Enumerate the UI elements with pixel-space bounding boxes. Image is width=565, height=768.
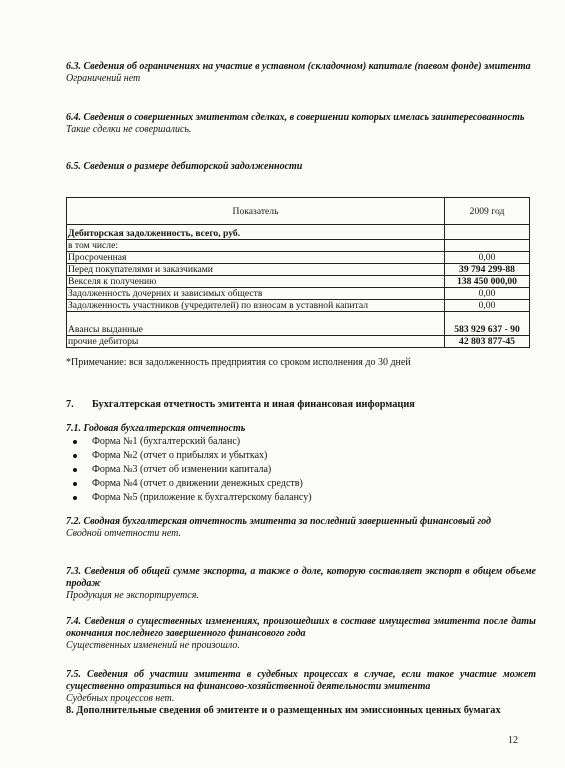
row-value: 583 929 637 - 90 — [445, 312, 530, 336]
list-item — [66, 449, 536, 463]
table-row — [67, 276, 530, 288]
section-7-3 — [66, 566, 536, 602]
table-row — [67, 288, 530, 300]
section-7-5 — [66, 669, 536, 705]
list-item — [66, 477, 536, 491]
section-7-3-heading: 7.3. Сведения об общей сумме экспорта, а также о доле, которую составляет экспорт в общем объеме продаж — [66, 566, 536, 589]
row-value: 42 803 877-45 — [445, 336, 530, 348]
section-7-1 — [66, 423, 536, 505]
forms-list — [66, 435, 536, 505]
list-item — [66, 463, 536, 477]
list-item — [66, 435, 536, 449]
section-8-heading: 8. Дополнительные сведения об эмитенте и о размещенных им эмиссионных ценных бумагах — [66, 705, 501, 716]
section-6-3 — [66, 61, 536, 85]
section-6-4-heading: 6.4. Сведения о совершенных эмитентом сделках, в совершении которых имелась заинтересованность — [66, 112, 525, 123]
bullet-icon — [73, 454, 77, 458]
section-7-2-heading: 7.2. Сводная бухгалтерская отчетность эмитента за последний завершенный финансовый год — [66, 516, 491, 527]
row-label: прочие дебиторы — [67, 336, 445, 348]
row-value — [445, 225, 530, 240]
table-header-row — [67, 198, 530, 225]
table-row — [67, 312, 530, 336]
section-6-4-text: Такие сделки не совершались. — [66, 124, 192, 135]
receivables-table — [66, 197, 530, 348]
row-label: Просроченная — [67, 252, 445, 264]
column-header-year: 2009 год — [445, 198, 530, 225]
section-7-5-heading: 7.5. Сведения об участии эмитента в судебных процессах в случае, если такое участие может существенно отразиться на финансово-хозяйственной деятельности эмитента — [66, 669, 536, 692]
section-7-2-text: Сводной отчетности нет. — [66, 528, 182, 539]
row-value — [445, 240, 530, 252]
section-6-4 — [66, 112, 536, 136]
table-note: *Примечание: вся задолженность предприятия со сроком исполнения до 30 дней — [66, 357, 411, 368]
section-7-4-text: Существенных изменений не произошло. — [66, 640, 240, 651]
row-label: Перед покупателями и заказчиками — [67, 264, 445, 276]
section-6-3-heading: 6.3. Сведения об ограничениях на участие в уставном (складочном) капитале (паевом фонде) эмитента — [66, 61, 531, 72]
row-value: 138 450 000,00 — [445, 276, 530, 288]
row-value: 0,00 — [445, 288, 530, 300]
bullet-icon — [73, 440, 77, 444]
section-6-5 — [66, 161, 536, 173]
section-6-5-heading: 6.5. Сведения о размере дебиторской задолженности — [66, 161, 303, 172]
list-item — [66, 491, 536, 505]
section-6-3-text: Ограничений нет — [66, 73, 141, 84]
section-7-1-heading: 7.1. Годовая бухгалтерская отчетность — [66, 423, 246, 434]
section-7-3-text: Продукция не экспортируется. — [66, 590, 199, 601]
row-value: 0,00 — [445, 252, 530, 264]
section-7-number: 7. — [66, 399, 74, 410]
list-item-label: Форма №3 (отчет об изменении капитала) — [92, 464, 272, 475]
column-header-indicator: Показатель — [67, 198, 445, 225]
page-number: 12 — [508, 735, 518, 746]
row-value: 39 794 299-88 — [445, 264, 530, 276]
section-7-2 — [66, 516, 536, 540]
table-row — [67, 336, 530, 348]
section-7-title: Бухгалтерская отчетность эмитента и иная финансовая информация — [92, 399, 415, 410]
section-7-5-text: Судебных процессов нет. — [66, 693, 175, 704]
table-row — [67, 225, 530, 240]
table-row — [67, 252, 530, 264]
row-label: Векселя к получению — [67, 276, 445, 288]
table-row — [67, 300, 530, 312]
bullet-icon — [73, 482, 77, 486]
section-7-4-heading: 7.4. Сведения о существенных изменениях, произошедших в составе имущества эмитента после даты окончания последнего завершенного финансового года — [66, 616, 536, 639]
row-value: 0,00 — [445, 300, 530, 312]
list-item-label: Форма №4 (отчет о движении денежных средств) — [92, 478, 303, 489]
section-7-4 — [66, 616, 536, 652]
row-label: Авансы выданные — [67, 312, 445, 336]
row-label: Дебиторская задолженность, всего, руб. — [67, 225, 445, 240]
list-item-label: Форма №2 (отчет о прибылях и убытках) — [92, 450, 268, 461]
section-7-heading — [66, 399, 536, 411]
bullet-icon — [73, 468, 77, 472]
row-label: в том числе: — [67, 240, 445, 252]
list-item-label: Форма №1 (бухгалтерский баланс) — [92, 436, 241, 447]
list-item-label: Форма №5 (приложение к бухгалтерскому балансу) — [92, 492, 312, 503]
table-row — [67, 240, 530, 252]
row-label: Задолженность участников (учредителей) по взносам в уставной капитал — [67, 300, 445, 312]
row-label: Задолженность дочерних и зависимых обществ — [67, 288, 445, 300]
table-row — [67, 264, 530, 276]
bullet-icon — [73, 496, 77, 500]
